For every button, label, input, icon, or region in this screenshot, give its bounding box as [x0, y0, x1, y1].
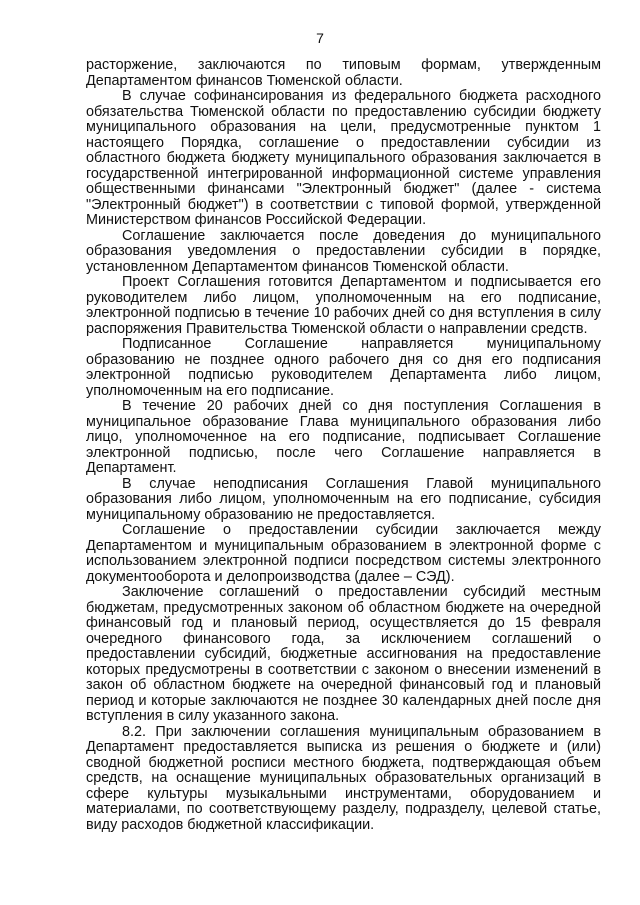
paragraph-8: Соглашение о предоставлении субсидии заключается между Департаментом и муниципальным образованием в электронной форме с использованием электронной подписи посредством системы электронного документооборота и делопроизводства (далее – СЭД). [86, 522, 601, 585]
paragraph-5: Подписанное Соглашение направляется муниципальному образованию не позднее одного рабочего дня со дня его подписания электронной подписью руководителем Департамента либо лицом, уполномоченным на его подписание. [86, 336, 601, 399]
paragraph-2: В случае софинансирования из федерального бюджета расходного обязательства Тюменской области по предоставлению субсидии бюджету муниципального образования на цели, предусмотренные пунктом 1 настоящего Порядка, соглашение о предоставлении субсидии из областного бюджета бюджету муниципального образования заключается в государственной интегрированной информационной системе управления общественными финансами "Электронный бюджет" (далее - система "Электронный бюджет") в соответствии с типовой формой, утвержденной Министерством финансов Российской Федерации. [86, 88, 601, 228]
paragraph-3: Соглашение заключается после доведения до муниципального образования уведомления о предоставлении субсидии в порядке, установленном Департаментом финансов Тюменской области. [86, 227, 601, 275]
page-number: 7 [316, 30, 324, 46]
paragraph-9: Заключение соглашений о предоставлении субсидий местным бюджетам, предусмотренных законом об областном бюджете на очередной финансовый год и плановый период, осуществляется до 15 февраля очередного финансового года, за исключением соглашений о предоставлении субсидий, бюджетные ассигнования на предоставление которых предусмотрены в соответствии с законом о внесении изменений в закон об областном бюджете на очередной финансовый год и плановый период и которые заключаются не позднее 30 календарных дней после дня вступления в силу указанного закона. [86, 584, 601, 724]
paragraph-1: расторжение, заключаются по типовым формам, утвержденным Департаментом финансов Тюменской области. [86, 57, 601, 89]
paragraph-10: 8.2. При заключении соглашения муниципальным образованием в Департамент предоставляется выписка из решения о бюджете и (или) сводной бюджетной росписи местного бюджета, подтверждающая объем средств, на оснащение муниципальных образовательных организаций в сфере культуры музыкальными инструментами, оборудованием и материалами, по соответствующему разделу, подразделу, целевой статье, виду расходов бюджетной классификации. [86, 723, 601, 833]
document-body [86, 58, 601, 833]
paragraph-7: В случае неподписания Соглашения Главой муниципального образования либо лицом, уполномоченным на его подписание, субсидия муниципальному образованию не предоставляется. [86, 475, 601, 523]
paragraph-6: В течение 20 рабочих дней со дня поступления Соглашения в муниципальное образование Глава муниципального образования либо лицо, уполномоченное на его подписание, подписывает Соглашение электронной подписью, после чего Соглашение направляется в Департамент. [86, 398, 601, 476]
paragraph-4: Проект Соглашения готовится Департаментом и подписывается его руководителем либо лицом, уполномоченным на его подписание, электронной подписью в течение 10 рабочих дней со дня вступления в силу распоряжения Правительства Тюменской области о направлении средств. [86, 274, 601, 337]
